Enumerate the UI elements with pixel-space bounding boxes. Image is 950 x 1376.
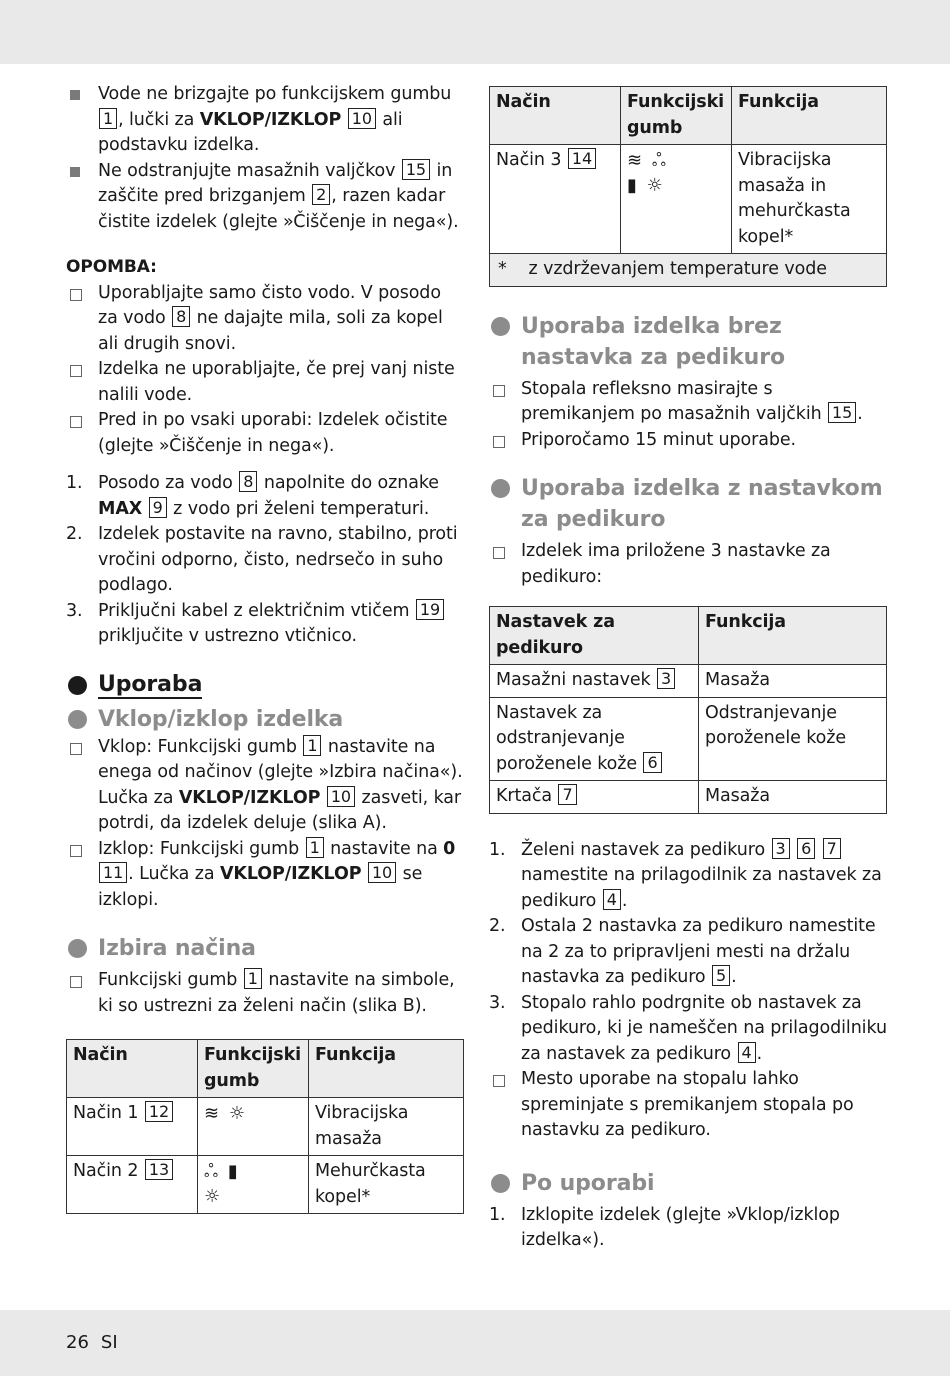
heading-z-nastavkom: Uporaba izdelka z nastavkom za pedikuro [489,473,887,535]
part-number: 8 [172,306,190,327]
table-row: Krtača 7 Masaža [490,781,887,814]
po-uporabi-step-1: 1. Izklopite izdelek (glejte »Vklop/izklop izdelka«). [489,1204,840,1250]
part-number: 2 [312,184,330,205]
page-number: 26 [66,1332,89,1353]
part-number: 9 [149,497,167,518]
left-column [66,82,464,1214]
language-code: SI [100,1332,118,1353]
bullet-dot-icon [68,676,87,695]
heading-izbira-nacina: Izbira načina [66,933,464,964]
part-number: 3 [772,838,790,859]
part-number: 14 [568,148,596,169]
part-number: 8 [239,471,257,492]
bullet-dot-icon [491,317,510,336]
part-number: 1 [99,108,117,129]
bubbles-icon: ஃ [204,1161,221,1182]
bullet-dot-icon [491,479,510,498]
heading-po-uporabi: Po uporabi [489,1168,887,1199]
light-sun-icon: ☼ [228,1103,247,1124]
attachment-table [489,606,887,814]
part-number: 10 [368,862,396,883]
z-item-1: Izdelek ima priložene 3 nastavke za pedikuro: [521,541,831,587]
thermometer-icon: ▮ [627,175,639,196]
light-sun-icon: ☼ [646,175,665,196]
part-number: 13 [145,1159,173,1180]
table-row: Način 1 12 ≋ ☼ Vibracijska masaža [67,1098,464,1156]
part-number: 1 [244,968,262,989]
bullet-dot-icon [68,939,87,958]
part-number: 12 [145,1101,173,1122]
pedikura-step-3: 3. Stopalo rahlo podrgnite ob nastavek za pedikuro, ki je nameščen na prilagodilniku za nastavek za pedikuro 4 . [489,992,887,1064]
table-row: Masažni nastavek 3 Masaža [490,665,887,698]
part-number: 4 [738,1042,756,1063]
page-footer [66,1332,130,1353]
pedikura-step-2: 2. Ostala 2 nastavka za pedikuro namestite na 2 za to pripravljeni mesti na držalu nastavka za pedikuro 5 . [489,916,876,987]
thermometer-icon: ▮ [227,1161,240,1182]
top-band [0,0,950,64]
bullet-dot-icon [491,1174,510,1193]
part-number: 4 [603,889,621,910]
pedikura-step-1: 1. Želeni nastavek za pedikuro 3 6 7 namestite na prilagodilnik za nastavek za pedikuro 4 . [489,838,882,911]
table-footnote-row: * z vzdrževanjem temperature vode [490,254,887,287]
brez-item-2: Priporočamo 15 minut uporabe. [521,429,797,450]
light-sun-icon: ☼ [204,1186,223,1207]
table-header-row: Nastavek za pedikuro Funkcija [490,607,887,665]
part-number: 15 [402,159,430,180]
part-number: 10 [327,786,355,807]
step-3: 3. Priključni kabel z električnim vtičem 19 priključite v ustrezno vtičnico. [66,599,464,650]
pedikura-note: Mesto uporabe na stopalu lahko spreminjate s premikanjem stopala po nastavku za pedikuro. [521,1069,854,1140]
step-1: 1. Posodo za vodo 8 napolnite do oznake MAX 9 z vodo pri želeni temperaturi. [66,472,439,519]
step-2: 2. Izdelek postavite na ravno, stabilno, proti vročini odporno, čisto, nedrsečo in suho podlago. [66,524,458,595]
brez-item-1: Stopala refleksno masirajte s premikanjem po masažnih valjčkih 15 . [521,378,863,424]
right-column [489,86,887,1254]
table-header-row: Način Funkcijski gumb Funkcija [67,1040,464,1098]
vibration-waves-icon: ≋ [627,150,645,171]
vibration-waves-icon: ≋ [204,1103,222,1124]
part-number: 7 [558,784,576,805]
heading-uporaba: Uporaba [66,670,464,700]
table-row: Način 3 14 ≋ ஃ ▮ ☼ Vibracijska masaža in mehurčkasta kopel* [490,145,887,254]
part-number: 6 [643,752,661,773]
note-item-1: Uporabljajte samo čisto vodo. V posodo za vodo 8 ne dajajte mila, soli za kopel ali drugih snovi. [98,282,443,354]
note-item-3: Pred in po vsaki uporabi: Izdelek očistite (glejte »Čiščenje in nega«). [98,410,448,456]
part-number: 1 [306,837,324,858]
part-number: 3 [657,668,675,689]
note-item-2: Izdelka ne uporabljajte, če prej vanj niste nalili vode. [98,359,455,405]
table-header-row: Način Funkcijski gumb Funkcija [490,87,887,145]
table-row: Nastavek za odstranjevanje poroženele kože 6 Odstranjevanje poroženele kože [490,697,887,781]
izbira-item: Funkcijski gumb 1 nastavite na simbole, ki so ustrezni za želeni način (slika B). [98,969,455,1016]
part-number: 5 [712,965,730,986]
part-number: 19 [416,599,444,620]
part-number: 1 [303,735,321,756]
part-number: 6 [797,838,815,859]
izklop-item: Izklop: Funkcijski gumb 1 nastavite na 0 11 . Lučka za VKLOP/IZKLOP 10 se izklopi. [98,837,456,910]
bottom-band [0,1310,950,1376]
vklop-item: Vklop: Funkcijski gumb 1 nastavite na enega od načinov (glejte »Izbira načina«). Lučka za VKLOP/IZKLOP 10 zasveti, kar potrdi, da izdelek deluje (slika A). [98,735,463,833]
bullet-warning-2: Ne odstranjujte masažnih valjčkov 15 in zaščite pred brizganjem 2 , razen kadar čistite izdelek (glejte »Čiščenje in nega«). [98,159,459,232]
heading-brez-nastavka: Uporaba izdelka brez nastavka za pedikuro [489,311,887,373]
part-number: 11 [99,862,127,883]
mode-table-left [66,1039,464,1214]
bullet-dot-icon [68,710,87,729]
table-row: Način 2 13 ஃ ▮ ☼ Mehurčkasta kopel* [67,1156,464,1214]
mode-table-right [489,86,887,287]
part-number: 10 [348,108,376,129]
bubbles-icon: ஃ [651,150,668,171]
note-heading: OPOMBA: [66,257,157,277]
bullet-warning-1: Vode ne brizgajte po funkcijskem gumbu 1 , lučki za VKLOP/IZKLOP 10 ali podstavku izdelka. [98,84,452,155]
part-number: 7 [823,838,841,859]
part-number: 15 [828,402,856,423]
heading-vklop-izklop: Vklop/izklop izdelka [66,704,464,735]
